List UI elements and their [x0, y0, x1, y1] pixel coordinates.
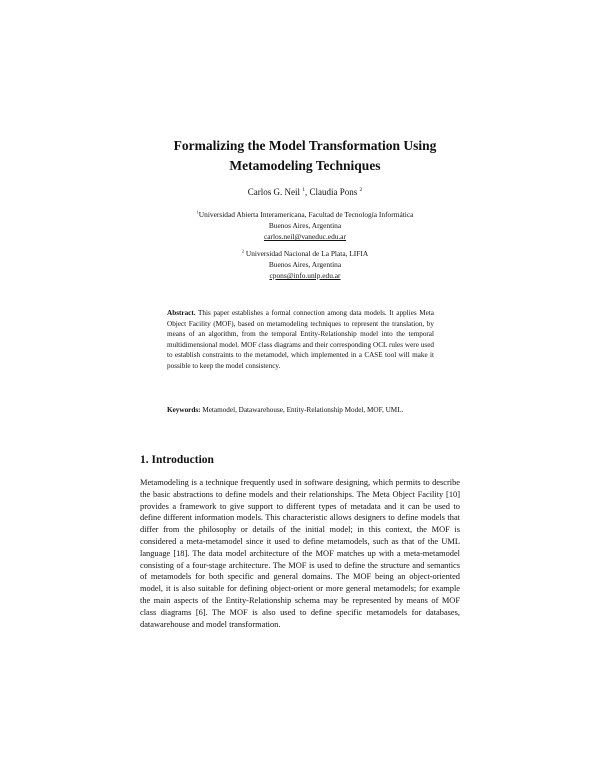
author-list [0, 186, 600, 198]
affiliation-1-mark: 1 [196, 209, 199, 215]
title-line-2: Metamodeling Techniques [229, 158, 381, 173]
author-1-affiliation-mark: 1 [302, 187, 305, 193]
abstract-text: This paper establishes a formal connection among data models. It applies Meta Object Facility (MOF), based on metamodeling techniques to represent the translation, by means of an algorithm, from the temporal Entity-Relationship model into the temporal multidimensional model. MOF class diagrams and their corresponding OCL rules were used to establish constraints to the metamodel, which implemented in a CASE tool will make it possible to keep the model consistency. [167, 309, 434, 370]
title-line-1: Formalizing the Model Transformation Using [173, 138, 437, 153]
author-1: Carlos G. Neil [247, 187, 301, 197]
keywords-label: Keywords: [167, 406, 201, 414]
affiliation-2-location: Buenos Aires, Argentina [268, 260, 342, 269]
author-2-affiliation-mark: 2 [359, 187, 363, 193]
introduction-paragraph: Metamodeling is a technique frequently used in software designing, which permits to describe the basic abstractions to define models and their relationships. The Meta Object Facility [10] provides a framework to give support to different types of metadata and it can be used to define different information models. This characteristic allows designers to define models that differ from the philosophy or details of the initial model; in this context, the MOF is considered a meta-metamodel since it used to define metamodels, such as that of the UML language [18]. The data model architecture of the MOF matches up with a meta-metamodel consisting of a four-stage architecture. The MOF is used to define the structure and semantics of metamodels for both specific and general domains. The MOF being an object-oriented model, it is also suitable for defining object-orient or more general metamodels; for example the main aspects of the Entity-Relationship schema may be represented by means of MOF class diagrams [6]. The MOF is also used to define specific metamodels for databases, datawarehouse and model transformation. [140, 478, 460, 629]
affiliation-2-mark: 2 [241, 248, 245, 254]
keywords [167, 405, 434, 416]
affiliation-2-institution: Universidad Nacional de La Plata, LIFIA [244, 249, 369, 258]
keywords-text: Metamodel, Datawarehouse, Entity-Relationship Model, MOF, UML. [200, 406, 404, 414]
affiliation-1-location: Buenos Aires, Argentina [268, 221, 342, 230]
abstract-label: Abstract. [167, 309, 196, 317]
section-heading-introduction: 1. Introduction [140, 454, 214, 466]
affiliation-2-email[interactable]: cpons@info.unlp.edu.ar [269, 271, 341, 280]
affiliation-1-institution: Universidad Abierta Interamericana, Facultad de Tecnología Informática [198, 210, 414, 219]
author-2: , Claudia Pons [304, 187, 358, 197]
paper-title [0, 136, 600, 176]
affiliation-1 [0, 209, 600, 242]
affiliation-2 [0, 248, 600, 281]
abstract [167, 308, 434, 372]
affiliation-1-email[interactable]: carlos.neil@vaneduc.edu.ar [263, 232, 347, 241]
